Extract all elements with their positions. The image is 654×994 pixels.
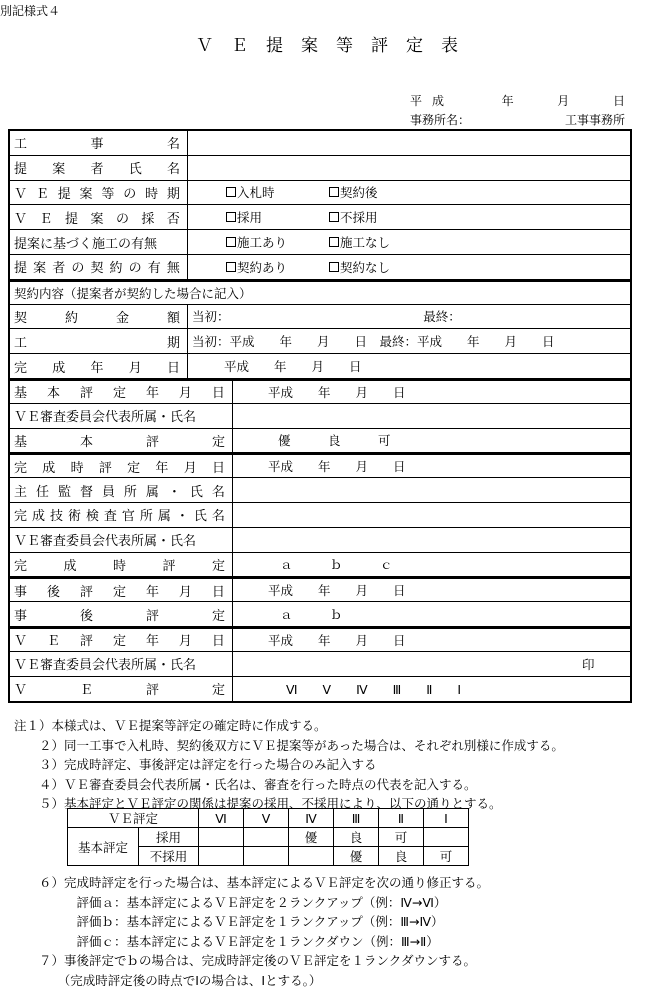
row-amount (10, 305, 630, 330)
row-committee-rep-1 (10, 404, 630, 429)
label-char: 定 (211, 608, 225, 624)
label-char: 時 (112, 558, 126, 574)
label-char: 所 (139, 509, 153, 525)
notes-block-2 (14, 873, 489, 991)
row-post-rating (10, 602, 630, 627)
note-7a: （完成時評定後の時点でⅠの場合は、Ⅰとする。） (14, 972, 322, 988)
label-char: Ｖ (14, 683, 28, 699)
row-period (10, 329, 630, 354)
label-proposer (14, 156, 180, 180)
seal-mark: 印 (582, 656, 595, 672)
checkbox-reject[interactable]: 不採用 (329, 205, 378, 229)
relation-cell (244, 828, 289, 847)
label-char: 評 (79, 584, 93, 600)
label-char: 約 (109, 261, 123, 277)
relation-reject-label: 不採用 (139, 847, 199, 866)
label-char: 月 (128, 360, 142, 376)
checkbox-icon (226, 237, 236, 247)
label-char: 監 (57, 484, 71, 500)
note-1: 注１）本様式は、ＶＥ提案等評定の確定時に作成する。 (14, 718, 327, 733)
basic-date-value: 平成 年 月 日 (268, 384, 406, 400)
label-char: 主 (14, 484, 28, 500)
note-7: ７）事後評定でｂの場合は、完成時評定後のＶＥ評定を１ランクダウンする。 (14, 953, 477, 969)
label-char: 提 (64, 211, 78, 227)
label-char: 事 (14, 608, 28, 624)
date-day: 日 (612, 94, 625, 108)
row-completion-rating (10, 553, 630, 578)
label-char: の (123, 186, 137, 202)
completion-eval-date-value: 平成 年 月 日 (268, 459, 406, 475)
label-period (14, 329, 180, 353)
row-committee-rep-2 (10, 528, 630, 553)
label-char: 案 (90, 211, 104, 227)
label-char: 所 (123, 484, 137, 500)
label-char: 年 (145, 584, 159, 600)
label-completion-eval-date (14, 455, 225, 477)
label-char: 否 (166, 211, 180, 227)
label-char: 名 (211, 509, 225, 525)
relation-adopt-row (68, 828, 469, 847)
office-value: 工事事務所 (564, 113, 625, 127)
label-char: 名 (166, 137, 180, 153)
label-char: 評 (145, 434, 159, 450)
label-char: 無 (166, 261, 180, 277)
row-completion-date (10, 354, 630, 379)
label-char: 定 (211, 434, 225, 450)
relation-col: Ⅰ (424, 809, 469, 828)
label-char: 評 (162, 558, 176, 574)
label-char: ・ (175, 509, 189, 525)
ve-rating-value: Ⅵ Ⅴ Ⅳ Ⅲ Ⅱ Ⅰ (286, 681, 462, 697)
label-char: 基 (14, 386, 28, 402)
relation-cell: 良 (379, 847, 424, 866)
label-char: 名 (166, 162, 180, 178)
row-inspector (10, 503, 630, 528)
checkbox-icon (329, 262, 339, 272)
label-ve-date (14, 629, 225, 651)
label-char: 等 (101, 186, 115, 202)
label-char: 者 (52, 261, 66, 277)
note-6: ６）完成時評定を行った場合は、基本評定によるＶＥ評定を次の通り修正する。 (14, 875, 490, 890)
label-construction: 提案に基づく施工の有無 (14, 236, 158, 252)
relation-cell (289, 847, 334, 866)
checkbox-icon (226, 262, 236, 272)
row-basic-rating (10, 429, 630, 454)
note-6c: 評価ｃ：基本評定によるＶＥ評定を１ランクダウン（例：Ⅲ→Ⅱ） (14, 933, 439, 949)
relation-col: Ⅳ (289, 809, 334, 828)
relation-cell (244, 847, 289, 866)
relation-cell (199, 828, 244, 847)
label-char: 日 (211, 584, 225, 600)
label-char: ・ (167, 484, 181, 500)
relation-row-label: 基本評定 (68, 828, 139, 866)
label-char: 時 (70, 460, 84, 476)
label-char: 氏 (128, 162, 142, 178)
label-char: 時 (145, 186, 159, 202)
label-char: 提 (57, 186, 71, 202)
row-timing (10, 181, 630, 206)
label-char: 定 (112, 584, 126, 600)
label-char: 評 (79, 386, 93, 402)
row-contract-content (10, 280, 630, 305)
row-project-name (10, 131, 630, 156)
form-number: 別記様式４ (0, 4, 61, 18)
row-completion-eval-date (10, 453, 630, 478)
note-6a: 評価ａ：基本評定によるＶＥ評定を２ランクアップ（例：Ⅳ→Ⅵ） (14, 894, 447, 910)
label-char: 本 (46, 386, 60, 402)
row-chief-supervisor (10, 478, 630, 503)
label-char: 官 (121, 509, 135, 525)
relation-cell: 優 (334, 847, 379, 866)
label-char: 完 (14, 558, 28, 574)
row-proposer (10, 156, 630, 181)
label-char: 日 (211, 634, 225, 650)
label-char: 定 (211, 683, 225, 699)
checkbox-not-constructed[interactable]: 施工なし (329, 230, 390, 254)
label-char: 年 (145, 634, 159, 650)
label-char: Ｅ (79, 683, 93, 699)
label-char: 提 (14, 261, 28, 277)
label-char: 術 (67, 509, 81, 525)
label-char: 定 (211, 558, 225, 574)
label-basic-rating (14, 429, 225, 453)
label-char: Ｅ (35, 186, 49, 202)
label-char: Ｅ (46, 634, 60, 650)
label-char: 本 (79, 434, 93, 450)
label-chief-supervisor (14, 478, 225, 502)
label-char: Ｖ (14, 634, 28, 650)
office-label: 事務所名： (410, 113, 471, 127)
period-value: 当初：平成 年 月 日 最終：平成 年 月 日 (192, 334, 555, 350)
label-char: 期 (166, 335, 180, 351)
label-char: 評 (145, 683, 159, 699)
label-char: 年 (155, 460, 169, 476)
row-ve-rating (10, 677, 630, 702)
relation-cell (424, 828, 469, 847)
label-char: 完 (14, 460, 28, 476)
label-completion-date (14, 354, 180, 378)
label-char: 事 (90, 137, 104, 153)
label-char: 者 (90, 162, 104, 178)
relation-cell: 優 (289, 828, 334, 847)
label-char: 採 (141, 211, 155, 227)
relation-cell (199, 847, 244, 866)
label-adoption (14, 205, 180, 229)
label-committee-rep-2: ＶＥ審査委員会代表所属・氏名 (14, 534, 197, 550)
label-timing (14, 181, 180, 205)
label-char: 後 (46, 584, 60, 600)
checkbox-icon (226, 212, 236, 222)
label-char: 年 (145, 386, 159, 402)
label-char: 員 (101, 484, 115, 500)
label-char: 工 (14, 137, 28, 153)
label-char: 検 (85, 509, 99, 525)
label-char: 案 (52, 162, 66, 178)
label-char: 月 (178, 386, 192, 402)
post-date-value: 平成 年 月 日 (268, 583, 406, 599)
completion-rating-value: ａ ｂ ｃ (280, 557, 393, 573)
row-ve-date (10, 627, 630, 652)
completion-date-value: 平成 年 月 日 (224, 359, 362, 375)
label-char: 完 (14, 509, 28, 525)
date-month: 月 (557, 94, 570, 108)
label-char: 定 (112, 386, 126, 402)
relation-table (67, 808, 469, 866)
label-char: 評 (145, 608, 159, 624)
label-char: 提 (14, 162, 28, 178)
row-post-date (10, 577, 630, 602)
checkbox-constructed[interactable]: 施工あり (226, 230, 287, 254)
date-office-block (410, 92, 625, 130)
relation-header-label: ＶＥ評定 (68, 809, 199, 828)
date-year: 年 (501, 94, 514, 108)
label-char: Ｅ (39, 211, 53, 227)
label-char: 日 (211, 460, 225, 476)
label-char: 有 (147, 261, 161, 277)
label-char: 成 (42, 460, 56, 476)
label-committee-rep-1: ＶＥ審査委員会代表所属・氏名 (14, 410, 197, 426)
label-char: 年 (90, 360, 104, 376)
label-char: の (115, 211, 129, 227)
contract-content-heading: 契約内容（提案者が契約した場合に記入） (14, 285, 252, 301)
label-char: 約 (64, 310, 78, 326)
relation-col: Ⅵ (199, 809, 244, 828)
label-char: 評 (79, 634, 93, 650)
relation-cell: 良 (334, 828, 379, 847)
label-char: の (128, 261, 142, 277)
label-char: の (71, 261, 85, 277)
label-char: 期 (166, 186, 180, 202)
label-committee-rep-3: ＶＥ審査委員会代表所属・氏名 (14, 658, 197, 674)
row-adoption (10, 205, 630, 230)
label-char: 完 (14, 360, 28, 376)
label-contract (14, 255, 180, 279)
label-char: 氏 (193, 509, 207, 525)
checkbox-after-contract[interactable]: 契約後 (329, 181, 378, 205)
label-char: Ｖ (14, 186, 28, 202)
label-char: 成 (52, 360, 66, 376)
checkbox-contracted[interactable]: 契約あり (226, 255, 287, 279)
relation-col: Ⅴ (244, 809, 289, 828)
label-char: 額 (166, 310, 180, 326)
relation-header-row (68, 809, 469, 828)
label-char: 評 (98, 460, 112, 476)
note-6b: 評価ｂ：基本評定によるＶＥ評定を１ランクアップ（例：Ⅲ→Ⅳ） (14, 914, 444, 930)
label-basic-date (14, 381, 225, 403)
label-char: 工 (14, 335, 28, 351)
label-char: 属 (145, 484, 159, 500)
note-3: ３）完成時評定、事後評定は評定を行った場合のみ記入する (14, 757, 377, 773)
checkbox-icon (226, 187, 236, 197)
row-contract (10, 255, 630, 280)
label-post-rating (14, 602, 225, 626)
label-char: 査 (103, 509, 117, 525)
notes-block (14, 716, 564, 814)
relation-col: Ⅲ (334, 809, 379, 828)
label-ve-rating (14, 677, 225, 702)
label-char: 定 (112, 634, 126, 650)
date-era: 平成 (410, 94, 455, 108)
note-2: ２）同一工事で入札時、契約後双方にＶＥ提案等があった場合は、それぞれ別様に作成する。 (14, 737, 564, 753)
evaluation-form (8, 129, 632, 703)
checkbox-icon (329, 212, 339, 222)
note-4: ４）ＶＥ審査委員会代表所属・氏名は、審査を行った時点の代表を記入する。 (14, 776, 477, 792)
label-char: 月 (183, 460, 197, 476)
label-char: 督 (79, 484, 93, 500)
relation-col: Ⅱ (379, 809, 424, 828)
label-project-name (14, 131, 180, 155)
label-char: 成 (63, 558, 77, 574)
label-char: 案 (33, 261, 47, 277)
ve-date-value: 平成 年 月 日 (268, 632, 406, 648)
label-post-date (14, 579, 225, 601)
label-char: 属 (157, 509, 171, 525)
label-char: 定 (127, 460, 141, 476)
label-char: 契 (90, 261, 104, 277)
label-char: 日 (211, 386, 225, 402)
checkbox-icon (329, 187, 339, 197)
page-title: ＶＥ提案等評定表 (196, 36, 476, 56)
row-basic-date (10, 379, 630, 404)
label-char: 月 (178, 634, 192, 650)
label-char: 成 (31, 509, 45, 525)
checkbox-icon (329, 237, 339, 247)
checkbox-not-contracted[interactable]: 契約なし (329, 255, 390, 279)
label-char: 金 (115, 310, 129, 326)
relation-cell: 可 (379, 828, 424, 847)
amount-value: 当初： 最終： (192, 309, 461, 325)
label-char: 技 (49, 509, 63, 525)
checkbox-adopt[interactable]: 採用 (226, 205, 262, 229)
label-char: 案 (79, 186, 93, 202)
note-5: ５）基本評定とＶＥ評定の関係は提案の採用、不採用により、以下の通りとする。 (14, 796, 502, 812)
label-char: 名 (211, 484, 225, 500)
post-rating-value: ａ ｂ (280, 607, 343, 623)
label-char: 基 (14, 434, 28, 450)
relation-adopt-label: 採用 (139, 828, 199, 847)
row-committee-rep-3 (10, 652, 630, 677)
label-char: 氏 (189, 484, 203, 500)
checkbox-bid[interactable]: 入札時 (226, 181, 275, 205)
row-construction (10, 230, 630, 255)
relation-cell: 可 (424, 847, 469, 866)
label-char: Ｖ (14, 211, 28, 227)
label-char: 日 (166, 360, 180, 376)
label-inspector (14, 503, 225, 527)
label-char: 月 (178, 584, 192, 600)
label-char: 契 (14, 310, 28, 326)
label-completion-rating (14, 553, 225, 577)
label-char: 任 (35, 484, 49, 500)
label-char: 事 (14, 584, 28, 600)
basic-rating-value: 優 良 可 (278, 433, 391, 449)
label-char: 後 (79, 608, 93, 624)
label-amount (14, 305, 180, 329)
